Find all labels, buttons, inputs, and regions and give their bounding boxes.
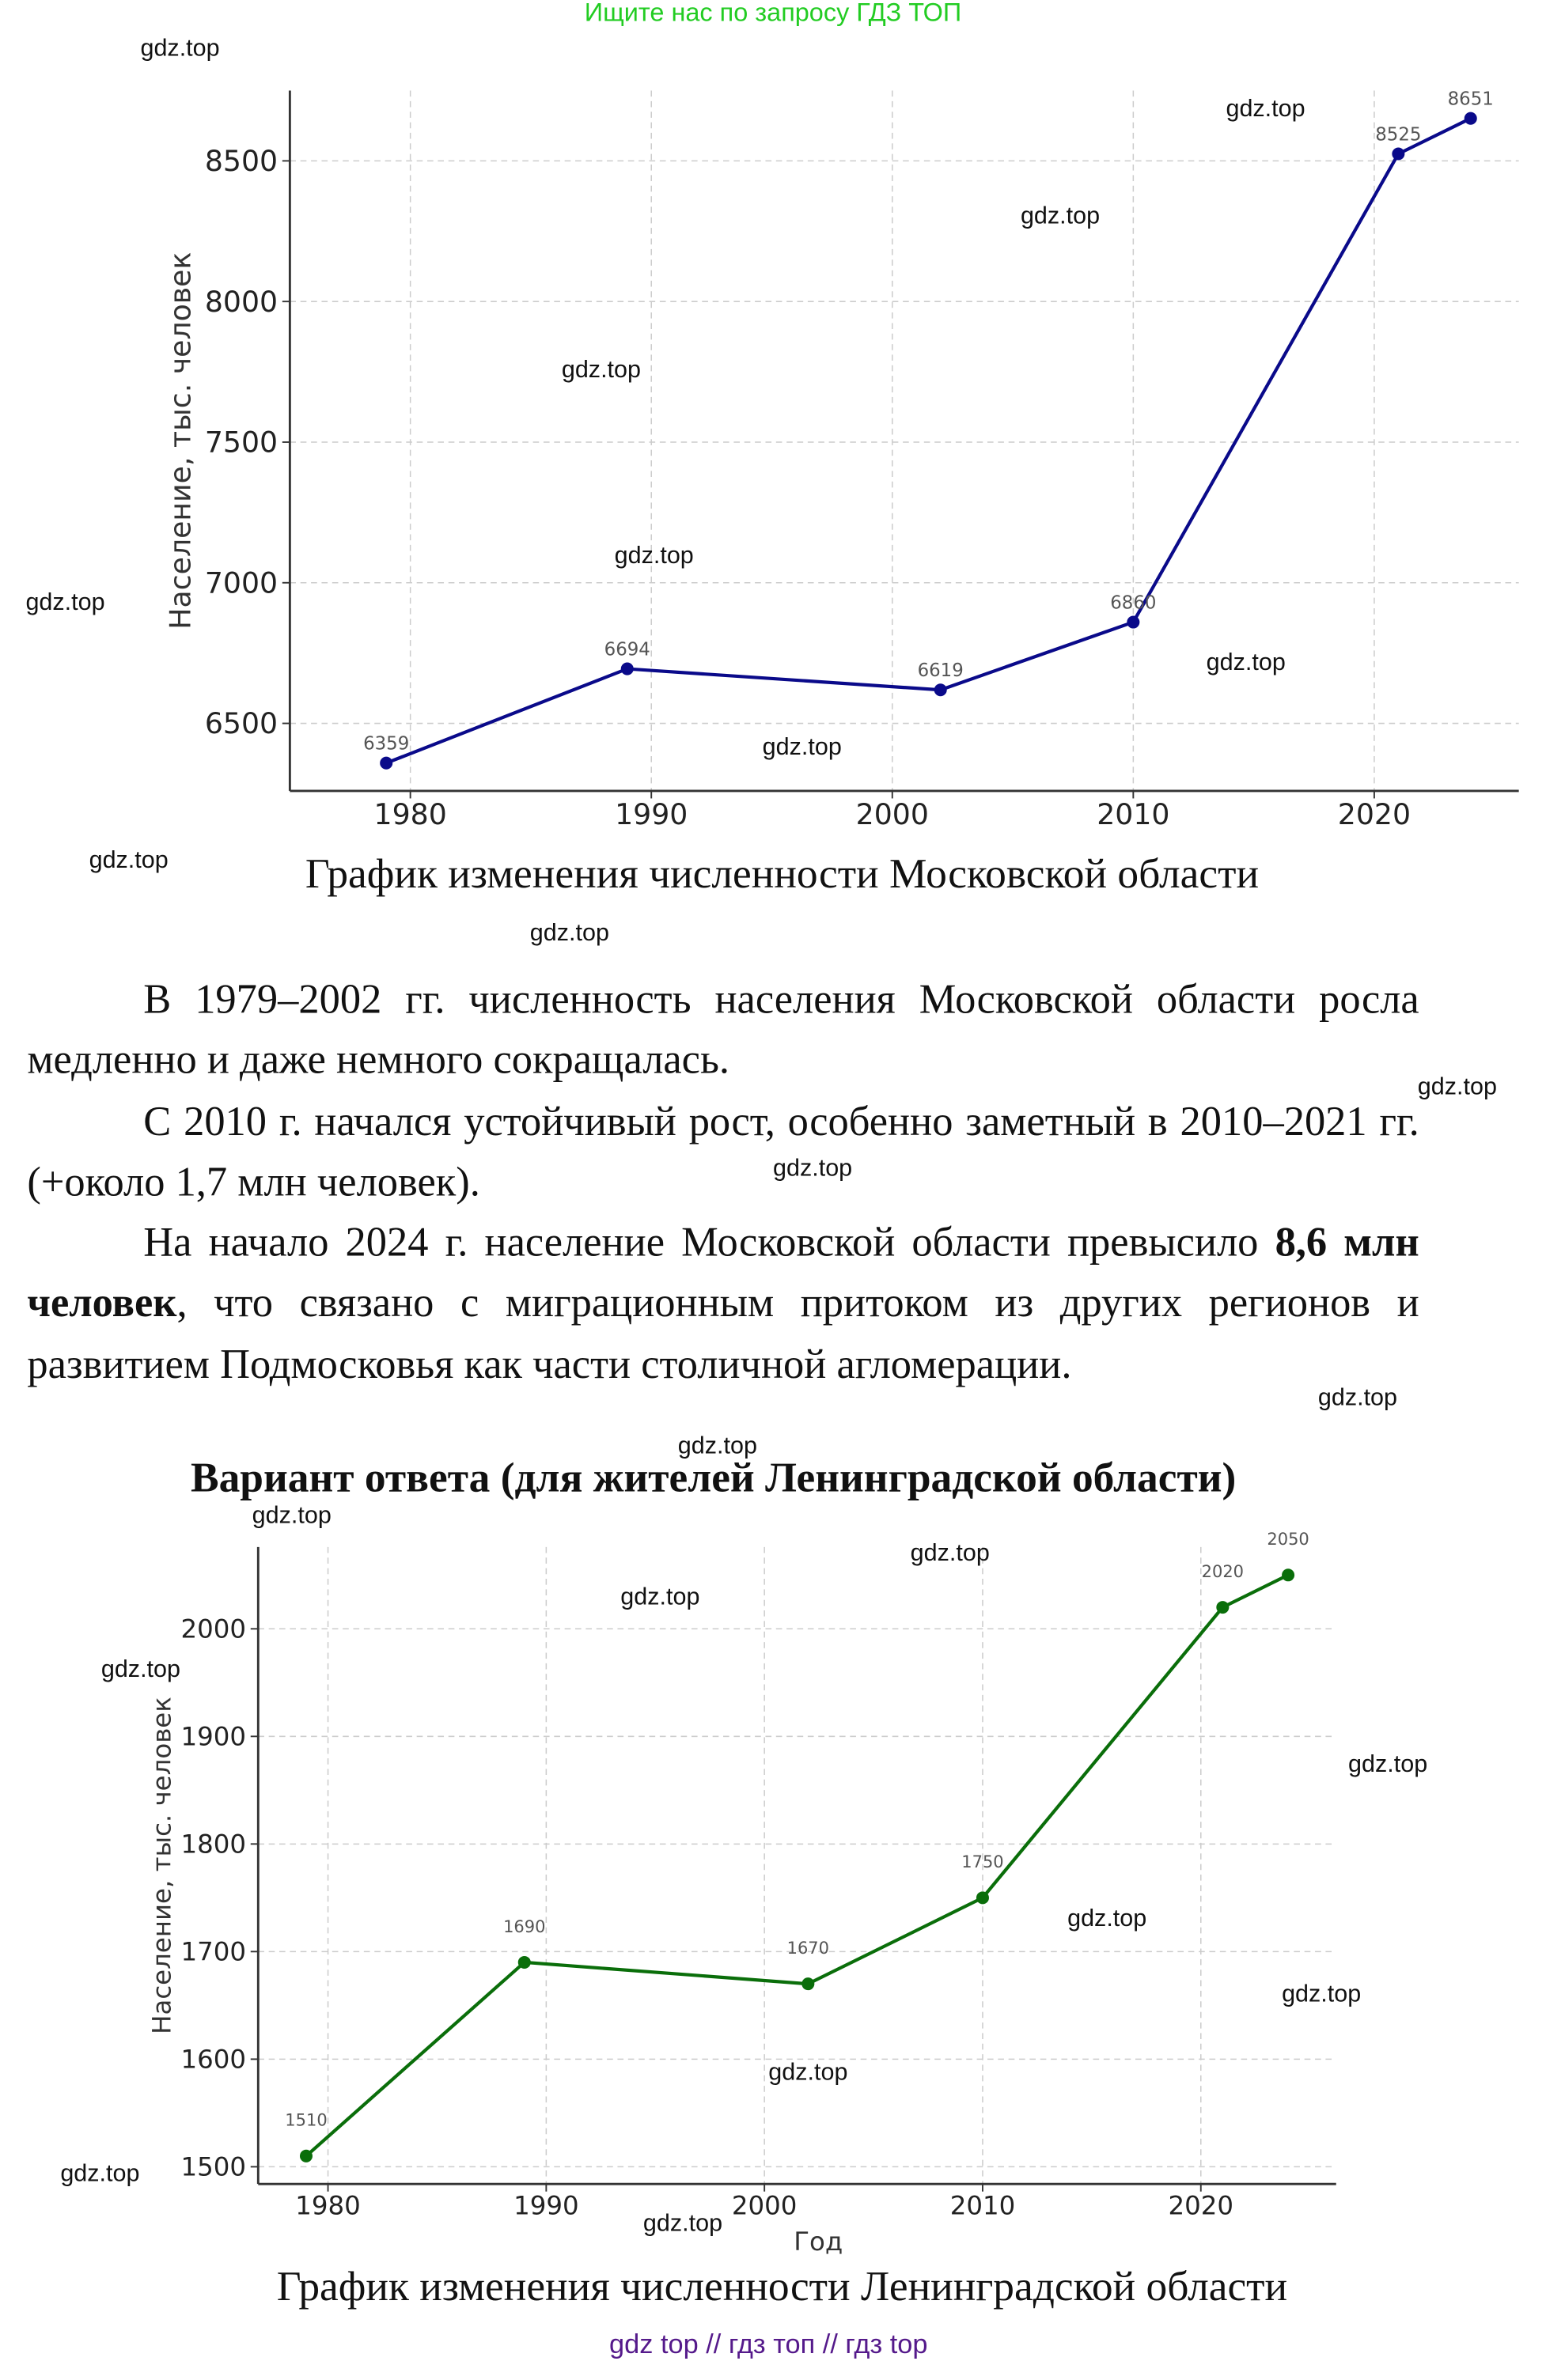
x-tick-label: 2010 bbox=[949, 2190, 1016, 2221]
data-label: 6860 bbox=[1110, 592, 1157, 614]
answer-heading: Вариант ответа (для жителей Ленинградской области) bbox=[190, 1455, 1237, 1502]
data-label: 2020 bbox=[1201, 1561, 1245, 1581]
y-tick-label: 6500 bbox=[204, 706, 279, 741]
paragraph-3 bbox=[27, 1213, 1419, 1395]
watermark: gdz.top bbox=[677, 1433, 757, 1460]
y-axis-label: Население, тыс. человек bbox=[146, 1697, 177, 2034]
data-point bbox=[380, 757, 392, 770]
y-tick-label: 1900 bbox=[180, 1721, 247, 1752]
search-banner[interactable]: Ищите нас по запросу ГДЗ ТОП bbox=[584, 0, 962, 28]
paragraph-3-end: , что связано с миграционным притоком из других регионов и развитием Подмосковья как части столичной агломерации. bbox=[27, 1279, 1419, 1387]
watermark: gdz.top bbox=[1206, 650, 1286, 676]
watermark: gdz.top bbox=[60, 2161, 140, 2187]
watermark: gdz.top bbox=[762, 735, 842, 761]
data-point bbox=[934, 683, 947, 696]
chart-moscow bbox=[0, 0, 1546, 846]
y-axis-label: Население, тыс. человек bbox=[163, 252, 198, 630]
y-tick-label: 7500 bbox=[204, 425, 279, 460]
watermark: gdz.top bbox=[1317, 1385, 1398, 1412]
data-label: 8651 bbox=[1447, 89, 1494, 110]
data-point bbox=[1392, 147, 1404, 160]
x-tick-label: 2020 bbox=[1168, 2190, 1234, 2221]
data-point bbox=[1216, 1601, 1229, 1614]
watermark: gdz.top bbox=[910, 1541, 990, 1567]
footer-links[interactable]: gdz top // гдз топ // гдз top bbox=[609, 2329, 928, 2359]
y-tick-label: 7000 bbox=[204, 566, 279, 600]
x-tick-label: 1980 bbox=[373, 796, 447, 831]
data-label: 1690 bbox=[503, 1916, 546, 1936]
x-axis-label: Год bbox=[794, 2227, 843, 2257]
data-point bbox=[1282, 1568, 1294, 1581]
data-point bbox=[1465, 112, 1477, 125]
watermark: gdz.top bbox=[620, 1584, 700, 1611]
data-point bbox=[621, 663, 634, 675]
y-tick-label: 1800 bbox=[180, 1829, 247, 1860]
x-tick-label: 2000 bbox=[855, 796, 929, 831]
data-label: 6359 bbox=[363, 733, 410, 755]
data-label: 1750 bbox=[961, 1852, 1004, 1872]
x-tick-label: 1990 bbox=[513, 2190, 579, 2221]
y-tick-label: 1600 bbox=[180, 2044, 247, 2075]
watermark: gdz.top bbox=[529, 921, 609, 947]
paragraph-3-start: На начало 2024 г. население Московской области превысило bbox=[143, 1218, 1275, 1266]
watermark: gdz.top bbox=[252, 1503, 332, 1530]
x-tick-label: 2010 bbox=[1097, 796, 1170, 831]
watermark: gdz.top bbox=[614, 543, 694, 569]
watermark: gdz.top bbox=[100, 1657, 181, 1683]
data-label: 8525 bbox=[1375, 124, 1422, 146]
paragraph-2: С 2010 г. начался устойчивый рост, особенно заметный в 2010–2021 гг. (+около 1,7 млн человек). bbox=[27, 1096, 1419, 1205]
data-point bbox=[801, 1977, 814, 1990]
data-label: 6619 bbox=[917, 660, 964, 682]
data-point bbox=[518, 1956, 531, 1969]
watermark: gdz.top bbox=[561, 358, 642, 384]
watermark: gdz.top bbox=[1020, 203, 1101, 230]
chart-leningrad-caption: График изменения численности Ленинградской области bbox=[276, 2264, 1288, 2311]
watermark: gdz.top bbox=[1348, 1752, 1428, 1778]
data-label: 6694 bbox=[604, 639, 650, 660]
watermark: gdz.top bbox=[772, 1156, 853, 1182]
x-tick-label: 2020 bbox=[1337, 796, 1411, 831]
watermark: gdz.top bbox=[25, 590, 105, 616]
data-label: 1670 bbox=[786, 1939, 830, 1958]
paragraph-1: В 1979–2002 гг. численность населения Московской области росла медленно и даже немного сокращалась. bbox=[27, 974, 1419, 1083]
body-text bbox=[27, 969, 1419, 1394]
x-tick-label: 1990 bbox=[615, 796, 688, 831]
y-tick-label: 2000 bbox=[180, 1614, 247, 1644]
data-label: 1510 bbox=[285, 2110, 328, 2130]
watermark: gdz.top bbox=[768, 2060, 848, 2087]
data-point bbox=[976, 1891, 989, 1904]
x-tick-label: 1980 bbox=[295, 2190, 361, 2221]
y-tick-label: 1700 bbox=[180, 1936, 247, 1967]
y-tick-label: 8000 bbox=[204, 284, 279, 319]
watermark: gdz.top bbox=[1417, 1074, 1497, 1101]
data-label: 2050 bbox=[1267, 1530, 1309, 1549]
watermark: gdz.top bbox=[1067, 1906, 1147, 1932]
watermark: gdz.top bbox=[140, 36, 220, 62]
data-point bbox=[1127, 616, 1139, 629]
y-tick-label: 1500 bbox=[180, 2151, 247, 2182]
chart-leningrad bbox=[0, 1494, 1546, 2264]
chart-moscow-caption: График изменения численности Московской области bbox=[305, 851, 1260, 899]
paragraph-3-bold: 8,6 млн человек bbox=[27, 1218, 1419, 1326]
y-tick-label: 8500 bbox=[204, 144, 279, 179]
x-tick-label: 2000 bbox=[731, 2190, 798, 2221]
watermark: gdz.top bbox=[89, 848, 169, 874]
watermark: gdz.top bbox=[1282, 1981, 1362, 2007]
data-point bbox=[300, 2150, 313, 2162]
watermark: gdz.top bbox=[1226, 96, 1305, 123]
watermark: gdz.top bbox=[642, 2211, 723, 2237]
